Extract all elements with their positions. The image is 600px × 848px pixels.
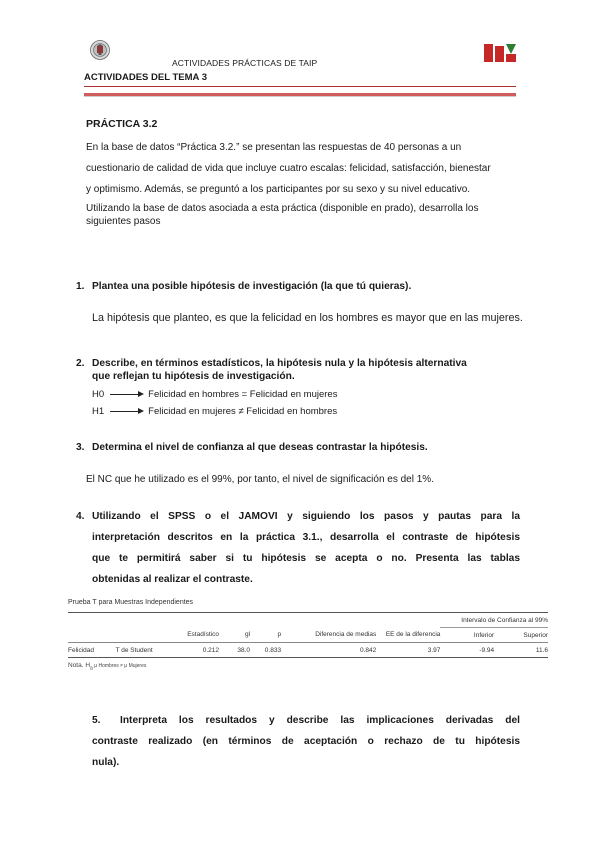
hypothesis-h1 — [92, 406, 337, 417]
question-text: Plantea una posible hipótesis de investigación (la que tú quieras). — [92, 281, 412, 292]
intro-line: y optimismo. Además, se preguntó a los participantes por su sexo y su nivel educativo. — [86, 184, 471, 195]
arrow-right-icon — [110, 390, 144, 398]
question-text: Utilizando el SPSS o el JAMOVI y siguiendo los pasos y pautas para la — [92, 511, 520, 522]
col-header: Inferior — [473, 631, 495, 639]
cell-p: 0.833 — [264, 646, 282, 654]
question-number: 1. — [76, 281, 85, 292]
question-text: interpretación descritos en la práctica 3.1., desarrolla el contraste de hipótesis — [92, 532, 520, 543]
header-rule-shadow — [84, 96, 516, 97]
practica-title: PRÁCTICA 3.2 — [86, 118, 158, 130]
arrow-right-icon — [110, 407, 144, 415]
question-5 — [92, 710, 520, 773]
hypothesis-h0 — [92, 389, 337, 400]
col-header: gl — [244, 631, 251, 639]
question-number: 5. — [92, 715, 101, 726]
question-text: contraste realizado (en términos de aceptación o rechazo de tu hipótesis — [92, 736, 520, 747]
cell-dif: 0.842 — [359, 646, 377, 654]
question-4 — [76, 506, 520, 590]
practica-instructions — [86, 202, 522, 228]
cell-inf: -9.94 — [479, 646, 495, 654]
col-header: Diferencia de medias — [315, 631, 377, 639]
h1-text: Felicidad en mujeres ≠ Felicidad en hombres — [148, 406, 338, 417]
intro-line: siguientes pasos — [86, 216, 161, 227]
header-title: ACTIVIDADES DEL TEMA 3 — [84, 72, 207, 83]
header-rule — [84, 86, 516, 87]
col-header: Estadístico — [187, 631, 220, 639]
cell-gl: 38.0 — [237, 646, 251, 654]
answer-1: La hipótesis que planteo, es que la felicidad en los hombres es mayor que en las mujeres. — [92, 312, 523, 324]
question-text: nula). — [92, 757, 120, 768]
ugr-logo-icon — [484, 42, 516, 64]
question-text: Interpreta los resultados y describe las implicaciones derivadas del — [120, 715, 520, 726]
question-number: 4. — [76, 511, 85, 522]
intro-line: En la base de datos “Práctica 3.2.” se presentan las respuestas de 40 personas a un — [86, 142, 462, 153]
question-number: 3. — [76, 442, 85, 453]
table-title: Prueba T para Muestras Independientes — [68, 599, 194, 606]
col-header: p — [277, 631, 282, 639]
h1-label: H1 — [92, 406, 105, 417]
table-row — [68, 643, 548, 658]
t-test-table — [68, 612, 548, 658]
question-text: obtenidas al realizar el contraste. — [92, 574, 253, 585]
col-header: Superior — [523, 631, 548, 639]
question-text: que te permitirá saber si tu hipótesis se acepta o no. Presenta las tablas — [92, 553, 520, 564]
university-seal-icon — [90, 40, 110, 60]
cell-estadistico: 0.212 — [202, 646, 220, 654]
question-1 — [76, 281, 411, 292]
intro-line: cuestionario de calidad de vida que incluye cuatro escalas: felicidad, satisfacción, bienestar — [86, 163, 491, 174]
question-text: Determina el nivel de confianza al que deseas contrastar la hipótesis. — [92, 442, 428, 453]
question-number: 2. — [76, 358, 85, 369]
cell-ee: 3.97 — [427, 646, 441, 654]
question-text: Describe, en términos estadísticos, la hipótesis nula y la hipótesis alternativa — [92, 358, 467, 369]
h0-label: H0 — [92, 389, 105, 400]
header-top-label: ACTIVIDADES PRÁCTICAS DE TAIP — [172, 58, 318, 68]
row-test: T de Student — [115, 646, 153, 654]
col-header: EE de la diferencia — [385, 631, 441, 639]
ci-header: Intervalo de Confianza al 99% — [440, 613, 548, 628]
h0-text: Felicidad en hombres = Felicidad en mujeres — [148, 389, 338, 400]
answer-3: El NC que he utilizado es el 99%, por tanto, el nivel de significación es del 1%. — [86, 474, 434, 485]
row-variable: Felicidad — [68, 646, 95, 654]
practica-intro — [86, 137, 518, 200]
question-2 — [76, 357, 526, 383]
intro-line: Utilizando la base de datos asociada a esta práctica (disponible en prado), desarrolla los — [86, 203, 479, 214]
question-text: que reflejan tu hipótesis de investigación. — [92, 371, 295, 382]
table-note: Nota. $H_a$ μ Hombres ≠ μ Mujeres — [68, 662, 147, 672]
cell-sup: 11.6 — [535, 646, 548, 654]
question-3 — [76, 442, 428, 453]
